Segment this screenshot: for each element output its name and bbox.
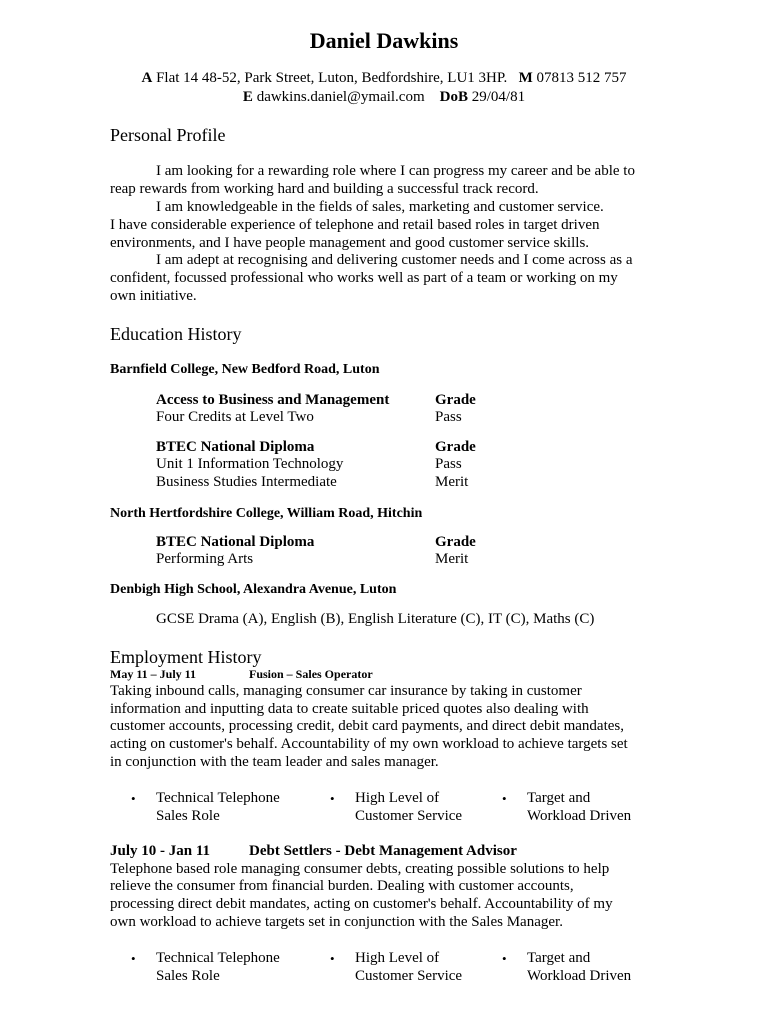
profile-line: confident, focussed professional who works well as part of a team or working on my bbox=[110, 270, 618, 286]
education-heading: Education History bbox=[110, 324, 242, 344]
dob-label: DoB bbox=[439, 89, 468, 105]
course-subject: Performing Arts bbox=[156, 551, 254, 567]
bullet-icon: • bbox=[502, 791, 507, 806]
grade-header: Grade bbox=[435, 392, 476, 408]
mobile-number: 07813 512 757 bbox=[536, 70, 627, 86]
bullet-icon: • bbox=[330, 951, 335, 966]
cv-name: Daniel Dawkins bbox=[309, 28, 459, 53]
dob: 29/04/81 bbox=[471, 89, 526, 105]
skill-bullet-line2: Workload Driven bbox=[527, 808, 632, 824]
mobile-label: M bbox=[518, 70, 533, 86]
contact-line-1 bbox=[0, 70, 768, 87]
address-label: A bbox=[141, 70, 153, 86]
course-grade: Pass bbox=[435, 456, 462, 472]
job-line: customer accounts, processing credit, debit card payments, and direct debit mandates, bbox=[110, 718, 624, 734]
bullet-icon: • bbox=[502, 951, 507, 966]
bullet-icon: • bbox=[131, 951, 136, 966]
email: dawkins.daniel@ymail.com bbox=[256, 89, 425, 105]
email-label: E bbox=[242, 89, 253, 105]
course-subject: Four Credits at Level Two bbox=[156, 409, 314, 425]
grade-header: Grade bbox=[435, 439, 476, 455]
course-subject: Unit 1 Information Technology bbox=[156, 456, 344, 472]
course-grade: Merit bbox=[435, 551, 469, 567]
profile-heading: Personal Profile bbox=[110, 125, 226, 145]
course-grade: Pass bbox=[435, 409, 462, 425]
job-dates: July 10 - Jan 11 bbox=[110, 843, 211, 859]
employment-heading: Employment History bbox=[110, 647, 262, 667]
job-line: in conjunction with the team leader and sales manager. bbox=[110, 754, 439, 770]
job-line: Telephone based role managing consumer debts, creating possible solutions to help bbox=[110, 861, 610, 877]
profile-line: environments, and I have people management and good customer service skills. bbox=[110, 235, 590, 251]
course-subject: Business Studies Intermediate bbox=[156, 474, 337, 490]
school-name: North Hertfordshire College, William Road, Hitchin bbox=[110, 506, 423, 521]
school-name: Barnfield College, New Bedford Road, Luton bbox=[110, 362, 380, 377]
job-line: own workload to achieve targets set in conjunction with the Sales Manager. bbox=[110, 914, 563, 930]
job-line: acting on customer's behalf. Accountability of my own workload to achieve targets set bbox=[110, 736, 628, 752]
skill-bullet-line1: Target and bbox=[527, 790, 591, 806]
course-title: BTEC National Diploma bbox=[156, 439, 315, 455]
skill-bullet-line2: Customer Service bbox=[355, 968, 463, 984]
grade-header: Grade bbox=[435, 534, 476, 550]
job-line: relieve the consumer from financial burden. Dealing with customer accounts, bbox=[110, 878, 574, 894]
job-dates: May 11 – July 11 bbox=[110, 667, 197, 681]
bullet-icon: • bbox=[330, 791, 335, 806]
skill-bullet-line1: Technical Telephone bbox=[156, 790, 280, 806]
gcse-results: GCSE Drama (A), English (B), English Literature (C), IT (C), Maths (C) bbox=[156, 611, 595, 627]
profile-line: I have considerable experience of telephone and retail based roles in target driven bbox=[110, 217, 600, 233]
course-title: Access to Business and Management bbox=[156, 392, 390, 408]
skill-bullet-line2: Sales Role bbox=[156, 968, 220, 984]
profile-line: I am knowledgeable in the fields of sales, marketing and customer service. bbox=[156, 199, 604, 215]
address: Flat 14 48-52, Park Street, Luton, Bedfordshire, LU1 3HP. bbox=[156, 70, 508, 86]
profile-line: I am looking for a rewarding role where I can progress my career and be able to bbox=[156, 163, 635, 179]
skill-bullet-line2: Customer Service bbox=[355, 808, 463, 824]
job-line: processing direct debit mandates, acting on customer's behalf. Accountability of my bbox=[110, 896, 613, 912]
skill-bullet-line1: Target and bbox=[527, 950, 591, 966]
skill-bullet-line1: Technical Telephone bbox=[156, 950, 280, 966]
bullet-icon: • bbox=[131, 791, 136, 806]
skill-bullet-line2: Sales Role bbox=[156, 808, 220, 824]
contact-line-2 bbox=[0, 89, 768, 106]
skill-bullet-line1: High Level of bbox=[355, 790, 440, 806]
school-name: Denbigh High School, Alexandra Avenue, Luton bbox=[110, 582, 397, 597]
profile-line: I am adept at recognising and delivering customer needs and I come across as a bbox=[156, 252, 633, 268]
course-grade: Merit bbox=[435, 474, 469, 490]
course-title: BTEC National Diploma bbox=[156, 534, 315, 550]
profile-line: reap rewards from working hard and building a successful track record. bbox=[110, 181, 539, 197]
job-line: information and inputting data to create suitable priced quotes also dealing with bbox=[110, 701, 589, 717]
skill-bullet-line2: Workload Driven bbox=[527, 968, 632, 984]
profile-line: own initiative. bbox=[110, 288, 197, 304]
job-title: Fusion – Sales Operator bbox=[249, 667, 373, 681]
job-title: Debt Settlers - Debt Management Advisor bbox=[249, 843, 517, 859]
skill-bullet-line1: High Level of bbox=[355, 950, 440, 966]
job-line: Taking inbound calls, managing consumer car insurance by taking in customer bbox=[110, 683, 582, 699]
